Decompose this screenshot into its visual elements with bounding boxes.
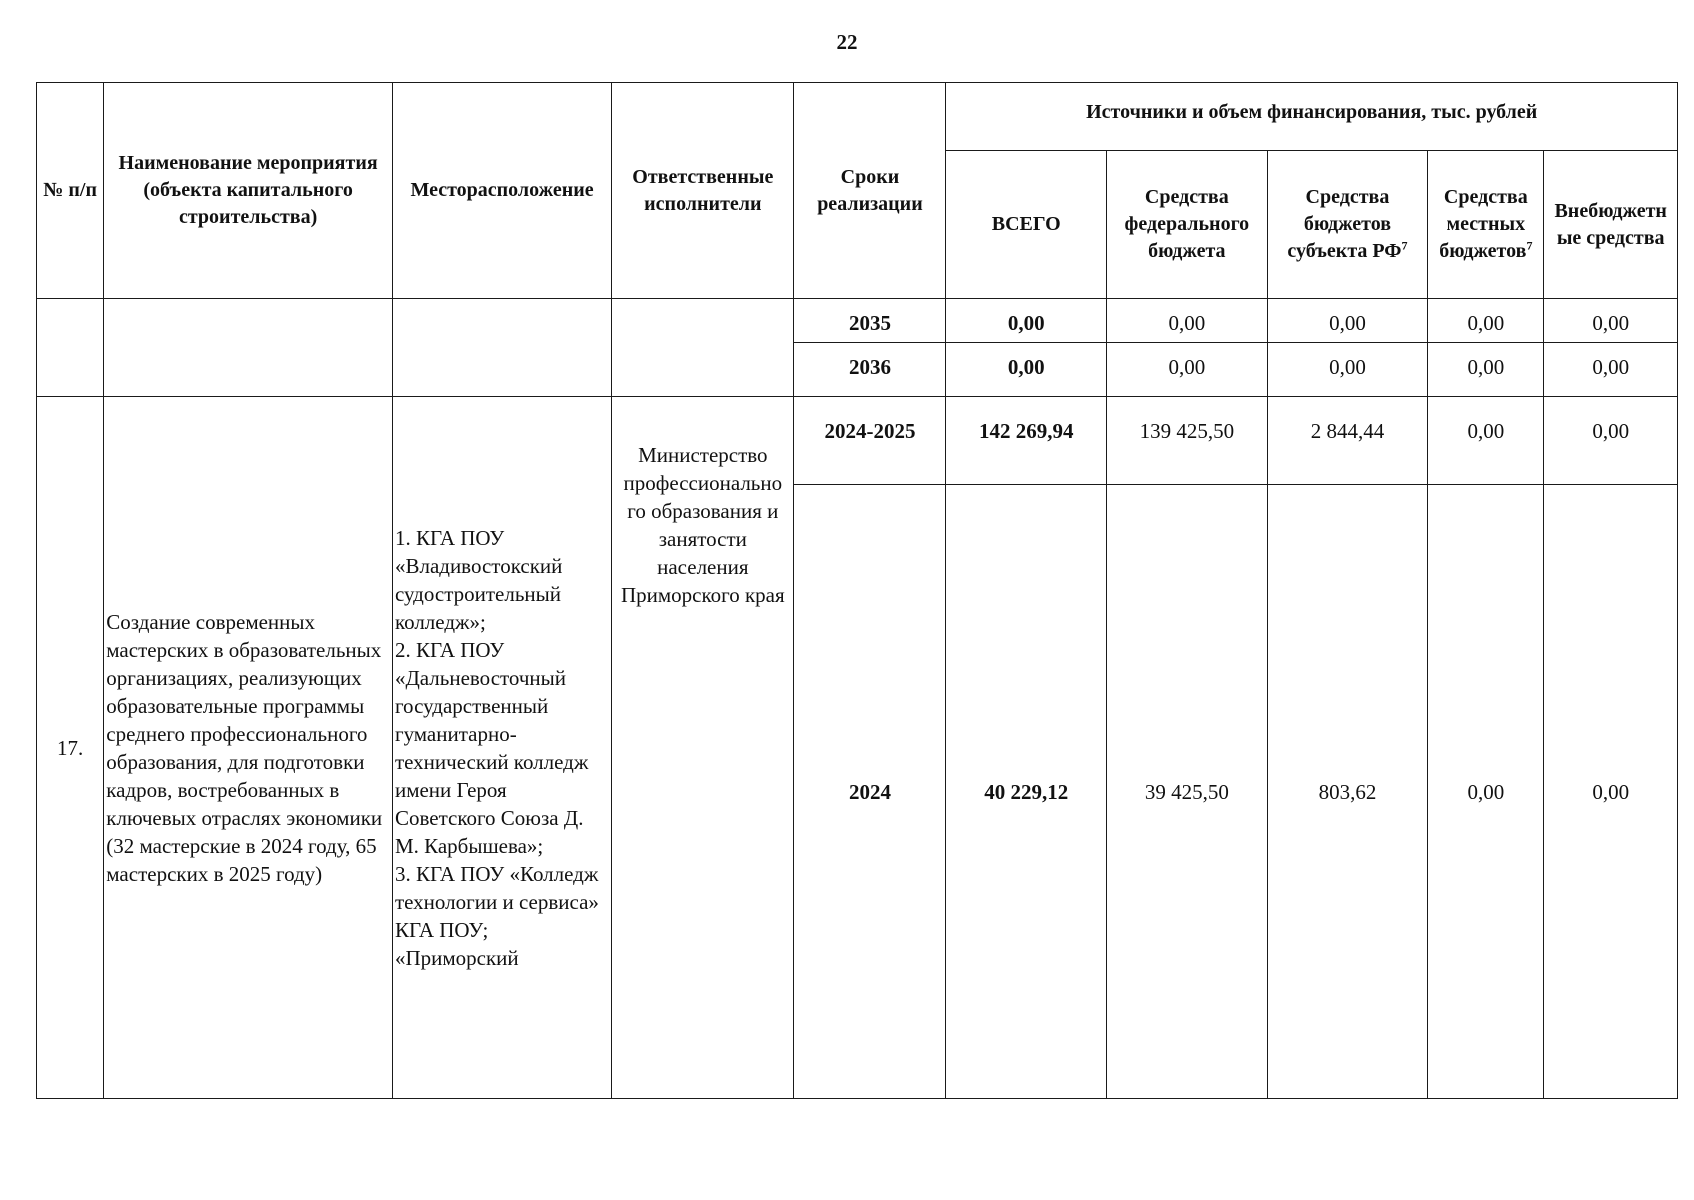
extra-cell: 0,00 (1544, 343, 1678, 397)
empty-cell (612, 299, 794, 397)
total-cell: 0,00 (946, 299, 1107, 343)
header-col-responsible: Ответственные исполнители (612, 83, 794, 299)
regional-cell: 2 844,44 (1267, 397, 1428, 485)
regional-cell: 0,00 (1267, 299, 1428, 343)
header-col-federal: Средства федерального бюджета (1107, 151, 1268, 299)
federal-cell: 0,00 (1107, 299, 1268, 343)
header-col-name: Наименование мероприятия (объекта капитального строительства) (104, 83, 393, 299)
local-cell: 0,00 (1428, 299, 1544, 343)
header-col-local (1428, 151, 1544, 299)
item-number: 17. (37, 397, 104, 1099)
header-col-local-label: Средства местных бюджетов (1439, 186, 1528, 262)
footnote-marker: 7 (1526, 238, 1533, 253)
extra-cell: 0,00 (1544, 299, 1678, 343)
header-col-regional (1267, 151, 1428, 299)
total-cell: 142 269,94 (946, 397, 1107, 485)
financing-table (36, 82, 1678, 1099)
page-number: 22 (836, 30, 858, 54)
header-col-location: Месторасположение (392, 83, 611, 299)
regional-cell: 0,00 (1267, 343, 1428, 397)
header-col-total: ВСЕГО (946, 151, 1107, 299)
header-funding-group: Источники и объем финансирования, тыс. рублей (946, 83, 1678, 151)
header-row-1 (37, 83, 1678, 151)
federal-cell: 0,00 (1107, 343, 1268, 397)
year-cell: 2036 (794, 343, 946, 397)
federal-cell: 139 425,50 (1107, 397, 1268, 485)
extra-cell: 0,00 (1544, 485, 1678, 1099)
item-responsible: Министерство профессионально го образования и занятости населения Приморского края (612, 397, 794, 1099)
item-name: Создание современных мастерских в образовательных организациях, реализующих образовательные программы среднего профессионального образования, для подготовки кадров, востребованных в ключевых отраслях экономики (32 мастерские в 2024 году, 65 мастерских в 2025 году) (104, 397, 393, 1099)
empty-cell (392, 299, 611, 397)
year-cell: 2024-2025 (794, 397, 946, 485)
header-col-extra: Внебюджетн ые средства (1544, 151, 1678, 299)
total-cell: 0,00 (946, 343, 1107, 397)
total-cell: 40 229,12 (946, 485, 1107, 1099)
empty-cell (104, 299, 393, 397)
year-cell: 2024 (794, 485, 946, 1099)
local-cell: 0,00 (1428, 343, 1544, 397)
year-cell: 2035 (794, 299, 946, 343)
footnote-marker: 7 (1401, 238, 1408, 253)
table-row (37, 397, 1678, 485)
header-col-regional-label: Средства бюджетов субъекта РФ (1287, 186, 1402, 262)
table-row (37, 299, 1678, 343)
local-cell: 0,00 (1428, 397, 1544, 485)
header-col-no: № п/п (37, 83, 104, 299)
extra-cell: 0,00 (1544, 397, 1678, 485)
item-location: 1. КГА ПОУ «Владивостокский судостроительный колледж»; 2. КГА ПОУ «Дальневосточный государственный гуманитарно-технический колледж имени Героя Советского Союза Д. М. Карбышева»; 3. КГА ПОУ «Колледж технологии и сервиса» КГА ПОУ; «Приморский (392, 397, 611, 1099)
regional-cell: 803,62 (1267, 485, 1428, 1099)
local-cell: 0,00 (1428, 485, 1544, 1099)
federal-cell: 39 425,50 (1107, 485, 1268, 1099)
header-col-period: Сроки реализации (794, 83, 946, 299)
empty-cell (37, 299, 104, 397)
